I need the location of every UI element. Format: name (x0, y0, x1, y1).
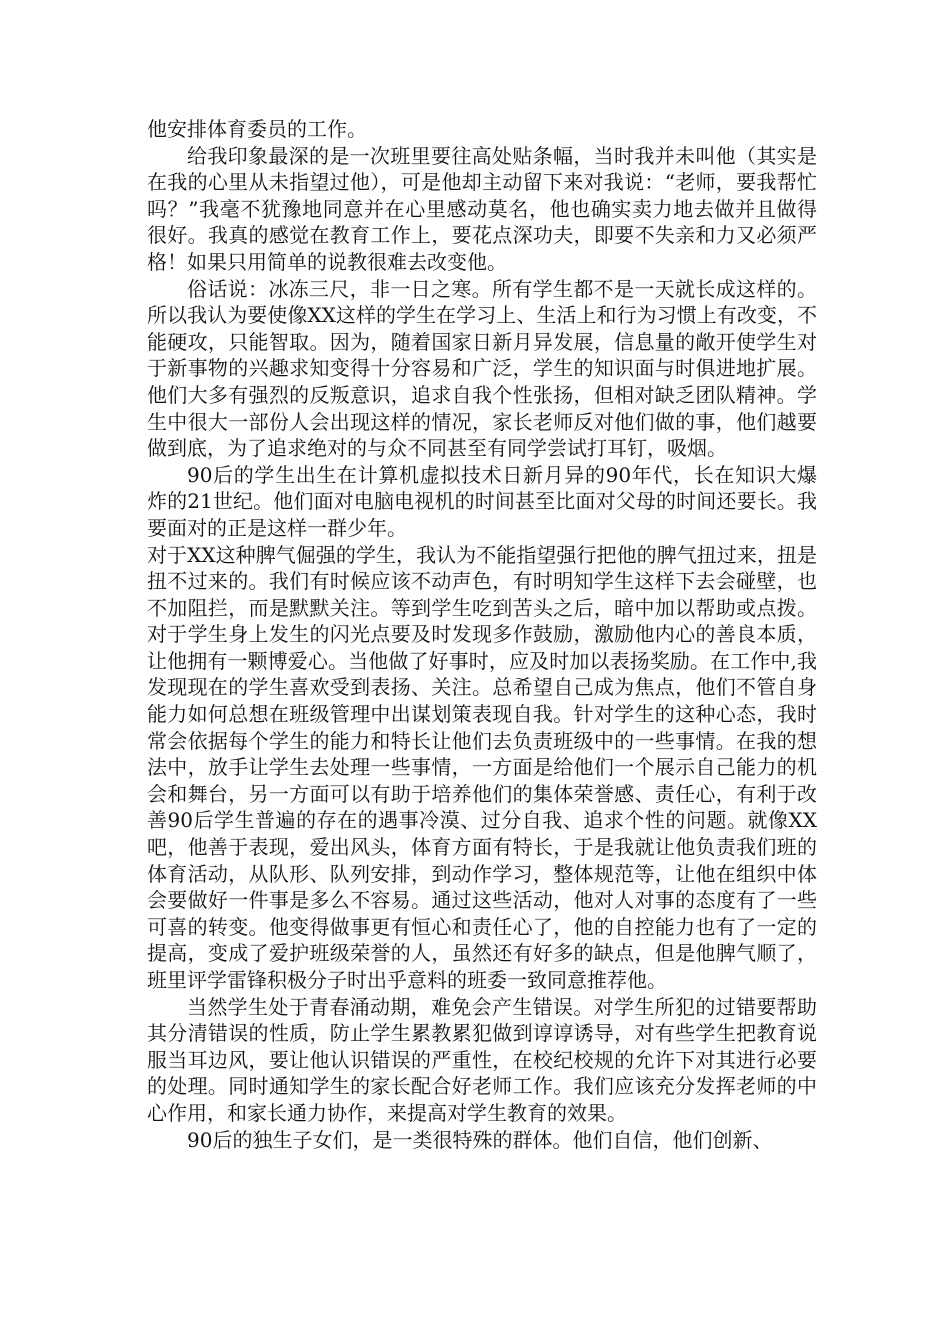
paragraph-7: 90后的独生子女们，是一类很特殊的群体。他们自信，他们创新、 (187, 1127, 773, 1152)
paragraph-4: 90后的学生出生在计算机虚拟技术日新月异的90年代，长在知识大爆炸的21世纪。他们面对电脑电视机的时间甚至比面对父母的时间还要长。我要面对的正是这样一群少年。 (147, 462, 817, 540)
paragraph-6: 当然学生处于青春涌动期，难免会产生错误。对学生所犯的过错要帮助其分清错误的性质，防止学生累教累犯做到谆谆诱导，对有些学生把教育说服当耳边风，要让他认识错误的严重性，在校纪校规的允许下对其进行必要的处理。同时通知学生的家长配合好老师工作。我们应该充分发挥老师的中心作用，和家长通力协作，来提高对学生教育的效果。 (147, 994, 817, 1125)
paragraph-1: 他安排体育委员的工作。 (147, 117, 367, 141)
paragraph-2: 给我印象最深的是一次班里要往高处贴条幅，当时我并未叫他（其实是在我的心里从未指望过他），可是他却主动留下来对我说：“老师，要我帮忙吗？”我毫不犹豫地同意并在心里感动莫名，他也确实卖力地去做并且做得很好。我真的感觉在教育工作上，要花点深功夫，即要不失亲和力又必须严格！如果只用简单的说教很难去改变他。 (147, 143, 817, 274)
document-body (147, 116, 817, 1153)
paragraph-5: 对于XX这种脾气倔强的学生，我认为不能指望强行把他的脾气扭过来，扭是扭不过来的。我们有时候应该不动声色，有时明知学生这样下去会碰壁，也不加阻拦，而是默默关注。等到学生吃到苦头之后，暗中加以帮助或点拨。对于学生身上发生的闪光点要及时发现多作鼓励，激励他内心的善良本质，让他拥有一颗博爱心。当他做了好事时，应及时加以表扬奖励。在工作中,我发现现在的学生喜欢受到表扬、关注。总希望自己成为焦点，他们不管自身能力如何总想在班级管理中出谋划策表现自我。针对学生的这种心态，我时常会依据每个学生的能力和特长让他们去负责班级中的一些事情。在我的想法中，放手让学生去处理一些事情，一方面是给他们一个展示自己能力的机会和舞台，另一方面可以有助于培养他们的集体荣誉感、责任心，有利于改善90后学生普遍的存在的遇事冷漠、过分自我、追求个性的问题。就像XX吧，他善于表现，爱出风头，体育方面有特长，于是我就让他负责我们班的体育活动，从队形、队列安排，到动作学习，整体规范等，让他在组织中体会要做好一件事是多么不容易。通过这些活动，他对人对事的态度有了一些可喜的转变。他变得做事更有恒心和责任心了，他的自控能力也有了一定的提高，变成了爱护班级荣誉的人，虽然还有好多的缺点，但是他脾气顺了，班里评学雷锋积极分子时出乎意料的班委一致同意推荐他。 (147, 542, 817, 992)
paragraph-3: 俗话说：冰冻三尺，非一日之寒。所有学生都不是一天就长成这样的。所以我认为要使像XX这样的学生在学习上、生活上和行为习惯上有改变，不能硬攻，只能智取。因为，随着国家日新月异发展，信息量的敞开使学生对于新事物的兴趣求知变得十分容易和广泛，学生的知识面与时俱进地扩展。他们大多有强烈的反叛意识，追求自我个性张扬，但相对缺乏团队精神。学生中很大一部份人会出现这样的情况，家长老师反对他们做的事，他们越要做到底，为了追求绝对的与众不同甚至有同学尝试打耳钉，吸烟。 (147, 276, 817, 461)
